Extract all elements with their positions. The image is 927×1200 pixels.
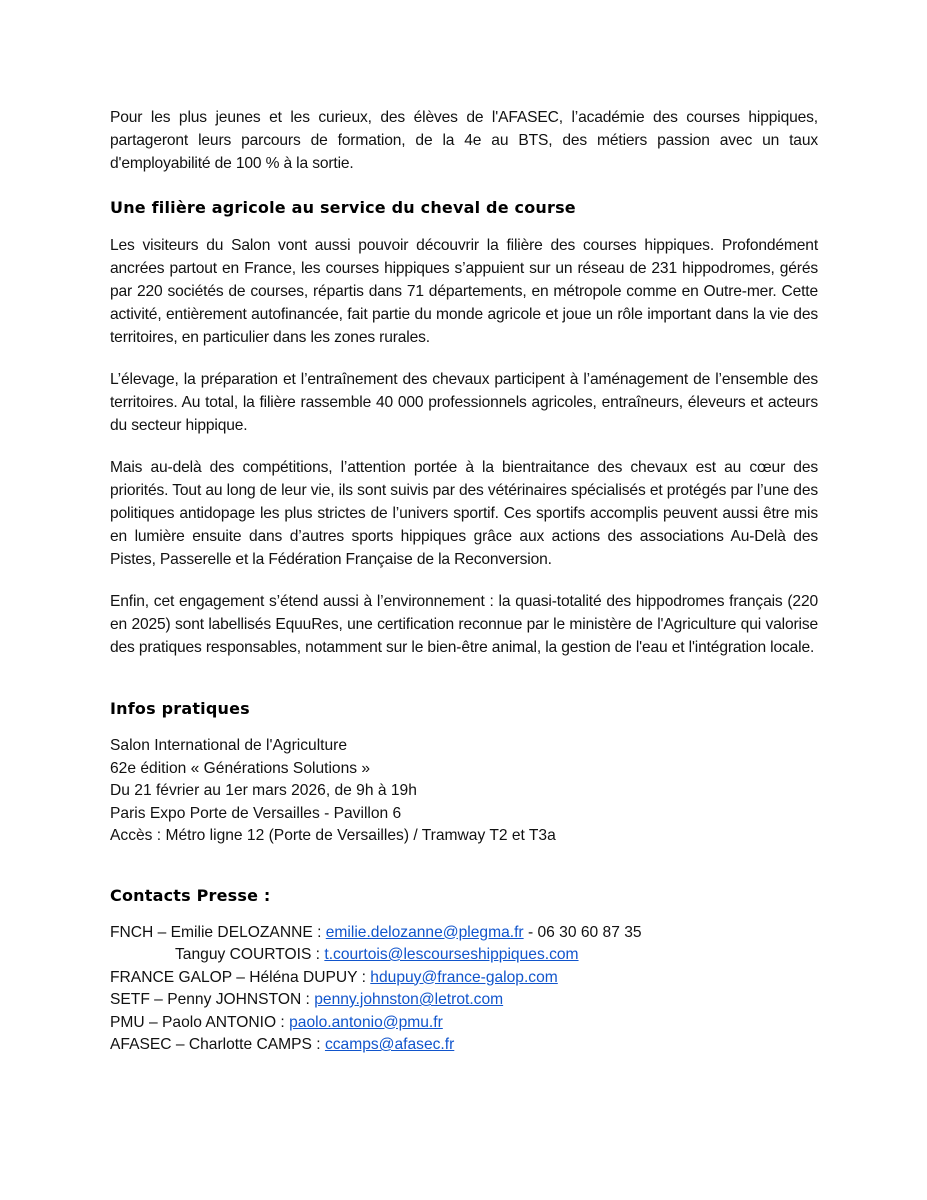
contact-label: AFASEC – Charlotte CAMPS : — [110, 1036, 325, 1053]
contact-row — [110, 1034, 818, 1057]
contact-label: FRANCE GALOP – Héléna DUPUY : — [110, 968, 371, 986]
info-line-edition: 62e édition « Générations Solutions » — [110, 759, 371, 777]
info-line-access: Accès : Métro ligne 12 (Porte de Versailles) / Tramway T2 et T3a — [110, 827, 556, 844]
contact-row — [110, 989, 818, 1012]
section-heading-filiere: Une filière agricole au service du cheval de course — [110, 198, 576, 217]
contact-label: PMU – Paolo ANTONIO : — [110, 1013, 290, 1031]
contact-row — [110, 922, 818, 945]
contact-row — [110, 967, 818, 990]
intro-paragraph: Pour les plus jeunes et les curieux, des élèves de l'AFASEC, l’académie des courses hippiques, partageront leurs parcours de formation, de la 4e au BTS, des métiers passion avec un taux d'employabilité de 100 % à la sortie. — [110, 109, 818, 172]
document-page — [110, 106, 818, 1057]
filiere-paragraph-2: L’élevage, la préparation et l’entraînement des chevaux participent à l’aménagement de l’ensemble des territoires. Au total, la filière rassemble 40 000 professionnels agricoles, entraîneurs, éleveurs et acteurs du secteur hippique. — [110, 371, 818, 434]
info-line-location: Paris Expo Porte de Versailles - Pavillon 6 — [110, 804, 402, 822]
contact-row — [110, 944, 818, 967]
filiere-paragraph-1: Les visiteurs du Salon vont aussi pouvoir découvrir la filière des courses hippiques. Profondément ancrées partout en France, les courses hippiques s’appuient sur un réseau de 231 hippodromes, gérés par 220 sociétés de courses, répartis dans 71 départements, en métropole comme en Outre-mer. Cette activité, entièrement autofinancée, fait partie du monde agricole et joue un rôle important dans la vie des territoires, en particulier dans les zones rurales. — [110, 237, 818, 346]
section-heading-infos-pratiques: Infos pratiques — [110, 699, 250, 718]
infos-pratiques-block — [110, 735, 818, 848]
contact-email-link[interactable]: paolo.antonio@pmu.fr — [289, 1013, 443, 1031]
filiere-paragraph-4: Enfin, cet engagement s’étend aussi à l’environnement : la quasi-totalité des hippodromes français (220 en 2025) sont labellisés EquuRes, une certification reconnue par le ministère de l'Agriculture qui valorise des pratiques responsables, notamment sur le bien-être animal, la gestion de l'eau et l'intégration locale. — [110, 593, 818, 656]
contact-email-link[interactable]: emilie.delozanne@plegma.fr — [325, 923, 524, 941]
contact-label: Tanguy COURTOIS : — [175, 946, 325, 963]
contact-label: SETF – Penny JOHNSTON : — [110, 991, 315, 1008]
contact-email-link[interactable]: ccamps@afasec.fr — [324, 1036, 455, 1053]
contacts-list — [110, 922, 818, 1057]
info-line-salon: Salon International de l'Agriculture — [110, 737, 348, 754]
contact-label: FNCH – Emilie DELOZANNE : — [110, 923, 326, 941]
contact-email-link[interactable]: hdupuy@france-galop.com — [370, 968, 558, 986]
contact-row — [110, 1012, 818, 1035]
contact-email-link[interactable]: t.courtois@lescourseshippiques.com — [324, 946, 579, 963]
filiere-paragraph-3: Mais au-delà des compétitions, l’attention portée à la bientraitance des chevaux est au cœur des priorités. Tout au long de leur vie, ils sont suivis par des vétérinaires spécialisés et protégés par l’une des politiques antidopage les plus strictes de l’univers sportif. Ces sportifs accomplis peuvent aussi être mis en lumière ensuite dans d’autres sports hippiques grâce aux actions des associations Au-Delà des Pistes, Passerelle et la Fédération Française de la Reconversion. — [110, 459, 818, 568]
info-line-dates: Du 21 février au 1er mars 2026, de 9h à 19h — [110, 782, 417, 799]
section-heading-contacts: Contacts Presse : — [110, 885, 271, 905]
contact-email-link[interactable]: penny.johnston@letrot.com — [314, 991, 504, 1008]
contact-phone: - 06 30 60 87 35 — [523, 923, 642, 941]
